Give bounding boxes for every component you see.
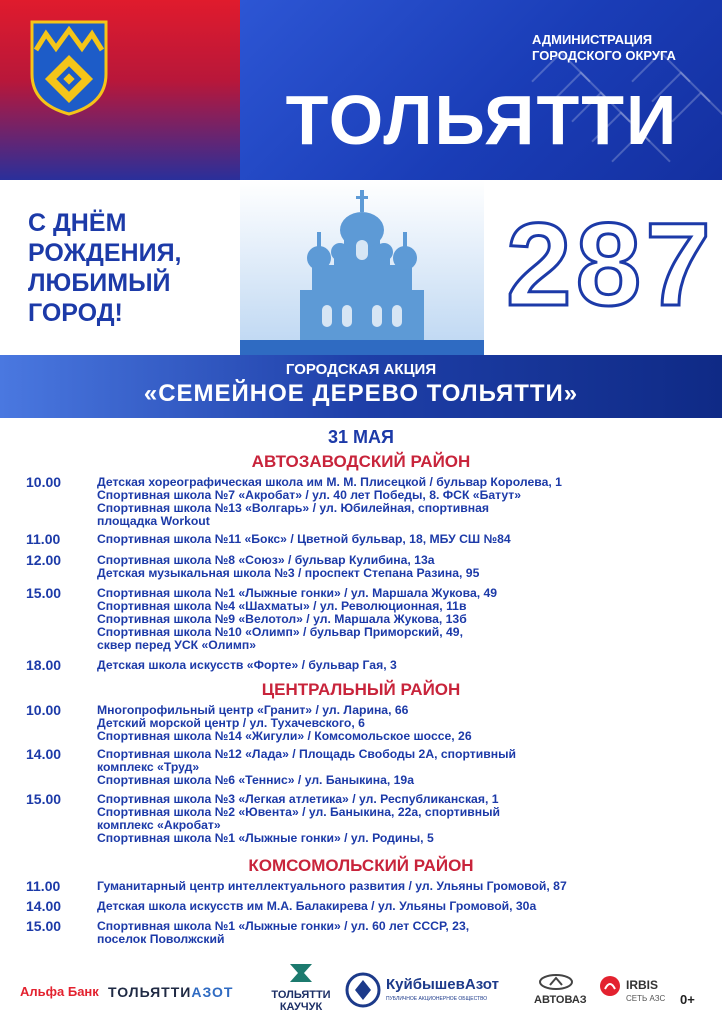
admin-line-2: ГОРОДСКОГО ОКРУГА [532,48,676,63]
venue-line: Спортивная школа №1 «Лыжные гонки» / ул. 60 лет СССР, 23, [97,919,470,933]
greeting-line-3: ЛЮБИМЫЙ [28,269,171,297]
kuibyshevazot-subtitle: ПУБЛИЧНОЕ АКЦИОНЕРНОЕ ОБЩЕСТВО [386,996,488,1002]
sponsor-avtovaz: АВТОВАЗ [534,994,587,1006]
cathedral-image [240,180,484,355]
anniversary-number: 287 [506,199,715,331]
slot-time: 15.00 [26,585,62,601]
kauchuk-line-1: ТОЛЬЯТТИ [271,989,331,1001]
venue-line: Детская хореографическая школа им М. М. Плисецкой / бульвар Королева, 1 [97,475,562,489]
slot-time: 15.00 [26,791,62,807]
venue-line: Спортивная школа №2 «Ювента» / ул. Баныкина, 22а, спортивный [97,805,501,819]
venue-line: сквер перед УСК «Олимп» [97,638,256,652]
venue-line: Спортивная школа №13 «Волгарь» / ул. Юбилейная, спортивная [97,501,490,515]
venue-line: Спортивная школа №8 «Союз» / бульвар Кулибина, 13а [97,553,435,567]
venue-line: Детская школа искусств им М.А. Балакирева / ул. Ульяны Громовой, 30а [97,899,537,913]
city-title: ТОЛЬЯТТИ [285,81,679,159]
venue-line: Детская школа искусств «Форте» / бульвар Гая, 3 [97,658,397,672]
sponsor-strip [0,958,722,1024]
greeting-line-4: ГОРОД! [28,299,123,327]
greeting-line-1: С ДНЁМ [28,209,127,237]
venue-line: комплекс «Труд» [97,760,200,774]
slot-time: 18.00 [26,657,62,673]
avtovaz-logo-icon [538,974,574,990]
kuibyshevazot-logo-icon [345,972,381,1008]
admin-line-1: АДМИНИСТРАЦИЯ [532,32,653,47]
sponsor-kuibyshevazot: КуйбышевАзот [386,976,499,993]
administration-label [532,32,676,64]
venue-line: Гуманитарный центр интеллектуального развития / ул. Ульяны Громовой, 87 [97,879,567,893]
venue-line: Спортивная школа №12 «Лада» / Площадь Свободы 2А, спортивный [97,747,516,761]
venue-line: Спортивная школа №9 «Велотол» / ул. Маршала Жукова, 13б [97,612,467,626]
venue-line: Детская музыкальная школа №3 / проспект Степана Разина, 95 [97,566,480,580]
venue-line: Многопрофильный центр «Гранит» / ул. Ларина, 66 [97,703,409,717]
city-coat-of-arms-icon [28,18,110,116]
slot-time: 12.00 [26,552,62,568]
slot-time: 10.00 [26,474,62,490]
greeting-line-2: РОЖДЕНИЯ, [28,239,182,267]
district-heading: АВТОЗАВОДСКИЙ РАЙОН [251,452,471,471]
sponsor-alfa-bank: Альфа Банк [20,984,99,999]
age-rating: 0+ [680,992,695,1007]
venue-line: поселок Поволжский [97,932,225,946]
sponsor-irbis: IRBIS [626,978,659,992]
district-heading: ЦЕНТРАЛЬНЫЙ РАЙОН [261,680,461,699]
irbis-logo-icon [598,974,622,998]
venue-line: Спортивная школа №3 «Легкая атлетика» / ул. Республиканская, 1 [97,792,499,806]
kauchuk-line-2: КАУЧУК [279,1001,323,1013]
venue-line: Спортивная школа №1 «Лыжные гонки» / ул. Родины, 5 [97,831,434,845]
kauchuk-logo-icon [286,962,316,984]
slot-time: 11.00 [26,878,61,894]
venue-line: Детский морской центр / ул. Тухачевского, 6 [97,716,365,730]
venue-line: Спортивная школа №10 «Олимп» / бульвар Приморский, 49, [97,625,463,639]
sponsor-togliattiazot [108,984,233,1000]
venue-line: комплекс «Акробат» [97,818,221,832]
slot-time: 14.00 [26,898,62,914]
venue-line: площадка Workout [97,514,210,528]
slot-time: 11.00 [26,531,61,547]
slot-time: 15.00 [26,918,62,934]
venue-line: Спортивная школа №6 «Теннис» / ул. Баныкина, 19а [97,773,414,787]
sponsor-togliattikauchuk [268,962,334,1013]
irbis-subtitle: СЕТЬ АЗС [626,994,666,1003]
action-title: «СЕМЕЙНОЕ ДЕРЕВО ТОЛЬЯТТИ» [143,380,579,407]
district-heading: КОМСОМОЛЬСКИЙ РАЙОН [248,856,474,875]
venue-line: Спортивная школа №14 «Жигули» / Комсомольское шоссе, 26 [97,729,472,743]
togliattiazot-part-1: ТОЛЬЯТТИ [108,984,192,1000]
venue-line: Спортивная школа №11 «Бокс» / Цветной бульвар, 18, МБУ СШ №84 [97,532,511,546]
slot-time: 10.00 [26,702,62,718]
greeting [28,208,181,328]
venue-line: Спортивная школа №7 «Акробат» / ул. 40 лет Победы, 8. ФСК «Батут» [97,488,522,502]
venue-line: Спортивная школа №4 «Шахматы» / ул. Революционная, 11в [97,599,467,613]
venue-line: Спортивная школа №1 «Лыжные гонки» / ул. Маршала Жукова, 49 [97,586,498,600]
togliattiazot-part-2: АЗОТ [191,984,234,1000]
action-subtitle: ГОРОДСКАЯ АКЦИЯ [285,361,437,378]
slot-time: 14.00 [26,746,62,762]
event-date: 31 МАЯ [328,427,394,447]
